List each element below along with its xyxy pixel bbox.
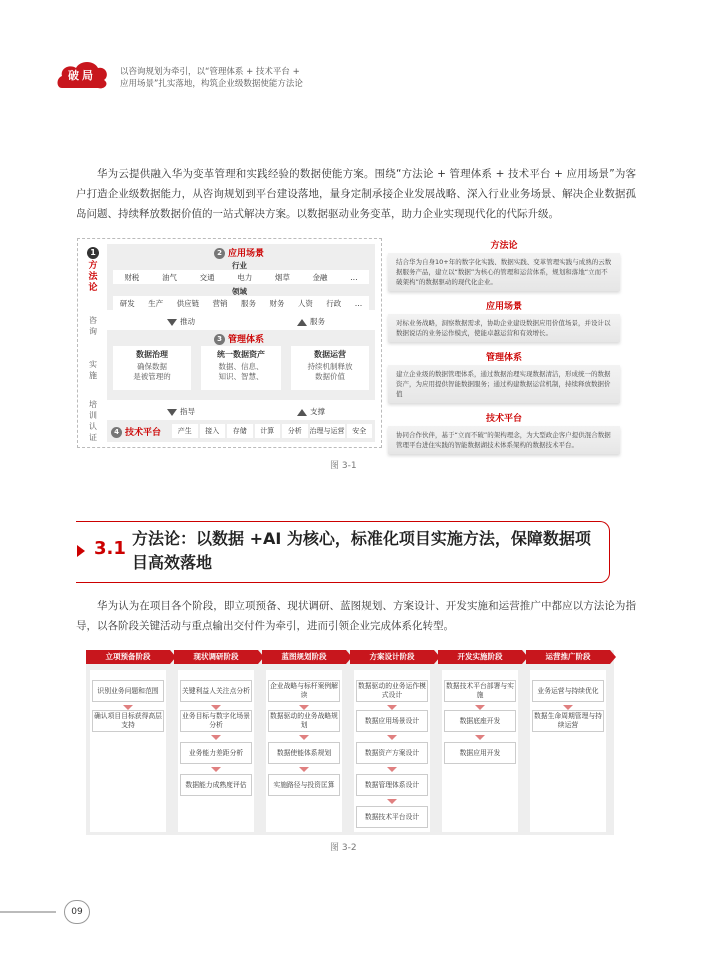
tech-item: 存储 <box>227 424 253 438</box>
phase-column <box>174 650 258 835</box>
arrow-row-top <box>107 314 375 328</box>
side-consult: 咨询 <box>89 316 97 336</box>
industry-item: 财税 <box>124 272 140 282</box>
domain-item: … <box>354 298 363 308</box>
tech-platform-title: 4 技术平台 <box>111 425 161 438</box>
industry-label: 行业 <box>232 261 247 270</box>
phase-step: 业务目标与数字化场景分析 <box>180 710 252 732</box>
right-list-body: 结合华为自身10+年的数字化实践、数据实践、变革管理实践与成熟的云数据服务产品，建立以“数据”为核心的管理和运营体系，规划和落地“立而不破架构”的数据驱动的现代化企业。 <box>388 253 620 291</box>
phase-column <box>438 650 522 835</box>
phase-header: 方案设计阶段 <box>350 650 434 664</box>
right-list-body: 对标业务战略，洞察数据需求，协助企业建设数据应用价值场景，并设计以数据说话的业务运作模式，使能卓越运营和有效增长。 <box>388 314 620 342</box>
badge-label: 破局 <box>68 69 96 82</box>
phase-step: 实施路径与投资匡算 <box>268 774 340 796</box>
domain-item: 研发 <box>119 298 135 308</box>
phase-step: 数据驱动的业务运作模式设计 <box>356 680 428 702</box>
phase-body <box>530 670 606 832</box>
chevron-down-icon <box>299 767 309 772</box>
intro-paragraph: 华为云提供融入华为变革管理和实践经验的数据使能方案。围绕“方法论 + 管理体系 + 技术平台 + 应用场景”为客户打造企业级数据能力，从咨询规划到平台建设落地，量身定制承接企业发展战略、深入行业业务场景、解决企业数据孤岛问题、持续释放数据价值的一站式解决方案。以数据驱动业务变革，助力企业实现现代化的代际升级。 <box>76 168 636 220</box>
footer-rule <box>0 911 56 913</box>
phase-step: 数据底座开发 <box>444 710 516 732</box>
mgmt-box-operation: 数据运营 持续机制释放 数据价值 <box>291 346 369 390</box>
phase-step: 数据管理体系设计 <box>356 774 428 796</box>
tech-item: 治理与运营 <box>310 424 345 438</box>
header-subtitle-line1: 以咨询规划为牵引，以“管理体系 + 技术平台 + <box>120 67 300 77</box>
serve-arrow: 服务 <box>297 316 325 327</box>
app-scenario-title: 2 应用场景 <box>214 246 264 259</box>
phase-step: 数据应用场景设计 <box>356 710 428 732</box>
mgmt-system-title: 3 管理体系 <box>214 332 264 345</box>
methodology-number: 1 <box>87 247 99 259</box>
domain-row <box>113 296 369 310</box>
phase-step: 数据技术平台部署与实施 <box>444 680 516 702</box>
industry-item: 交通 <box>199 272 215 282</box>
chevron-down-icon <box>211 767 221 772</box>
right-list-title: 管理体系 <box>485 353 522 363</box>
right-list-title: 方法论 <box>490 241 518 251</box>
header-subtitle-line2: 应用场景”扎实落地，构筑企业级数据使能方法论 <box>120 79 303 89</box>
tech-item: 安全 <box>347 424 373 438</box>
industry-item: … <box>350 272 358 282</box>
domain-item: 人资 <box>297 298 313 308</box>
phase-header: 运营推广阶段 <box>526 650 610 664</box>
domain-item: 营销 <box>212 298 228 308</box>
phase-body <box>178 670 254 832</box>
phase-column <box>526 650 610 835</box>
phase-step: 关键利益人关注点分析 <box>180 680 252 702</box>
right-list-title: 技术平台 <box>485 414 522 424</box>
header-badge <box>54 58 110 94</box>
mgmt-box-assets: 统一数据资产 数据、信息、 知识、智慧、 <box>201 346 281 390</box>
tech-item: 计算 <box>255 424 281 438</box>
phase-header: 现状调研阶段 <box>174 650 258 664</box>
chevron-down-icon <box>387 799 397 804</box>
phase-header: 蓝图规划阶段 <box>262 650 346 664</box>
industry-item: 金融 <box>312 272 328 282</box>
domain-item: 供应链 <box>176 298 200 308</box>
guide-arrow: 指导 <box>167 406 195 417</box>
phase-column <box>350 650 434 835</box>
arrow-row-bottom <box>107 404 375 418</box>
support-arrow: 支撑 <box>297 406 325 417</box>
chevron-down-icon <box>211 735 221 740</box>
chevron-down-icon <box>299 735 309 740</box>
phase-header: 开发实施阶段 <box>438 650 522 664</box>
section-number: 3.1 <box>94 538 126 559</box>
chevron-down-icon <box>475 735 485 740</box>
industry-row <box>113 270 369 284</box>
right-list-body: 建立企业级的数据管理体系，通过数据治理实现数据清洁，形成统一的数据资产，为应用提供智能数据服务；通过构建数据运营机制，持续释放数据价值 <box>388 365 620 403</box>
figure-3-1-caption: 图 3-1 <box>330 461 357 471</box>
figure-3-2-phases <box>86 650 614 835</box>
domain-item: 财务 <box>269 298 285 308</box>
phase-step: 数据应用开发 <box>444 742 516 764</box>
tech-platform-row <box>170 424 372 438</box>
header-subtitle <box>120 66 360 90</box>
side-training: 培训认证 <box>89 400 97 442</box>
phase-body <box>90 670 166 832</box>
phase-body <box>266 670 342 832</box>
domain-label: 领域 <box>232 287 247 296</box>
industry-item: 油气 <box>161 272 177 282</box>
domain-item: 行政 <box>326 298 342 308</box>
phase-step: 数据驱动的业务战略规划 <box>268 710 340 732</box>
phase-step: 数据使能体系规划 <box>268 742 340 764</box>
phase-step: 业务能力差距分析 <box>180 742 252 764</box>
methodology-side-label <box>84 247 102 294</box>
figure-3-2-caption: 图 3-2 <box>330 843 357 853</box>
phase-column <box>86 650 170 835</box>
phase-step: 数据能力成熟度评估 <box>180 774 252 796</box>
phase-step: 数据生命周期管理与持续运营 <box>532 710 604 732</box>
section-paragraph: 华为认为在项目各个阶段，即立项预备、现状调研、蓝图规划、方案设计、开发实施和运营推广中都应以方法论为指导，以各阶段关键活动与重点输出交付件为牵引，进而引领企业完成体系化转型。 <box>76 600 636 632</box>
industry-item: 电力 <box>237 272 253 282</box>
section-arrow-icon <box>77 545 85 557</box>
figure-3-1-right-list <box>388 236 620 462</box>
mgmt-box-governance: 数据治理 确保数据 是被管理的 <box>113 346 191 390</box>
phase-step: 确认项目目标获得高层支持 <box>92 710 164 732</box>
push-arrow: 推动 <box>167 316 195 327</box>
phase-step: 数据资产方案设计 <box>356 742 428 764</box>
phase-step: 识别业务问题和范围 <box>92 680 164 702</box>
right-list-body: 协同合作伙伴，基于“立而不破”的架构理念，为大型政企客户提供混合数据管理平台进住实践的智能数据湖技术体系架构的数据技术平台。 <box>388 426 620 454</box>
phase-body <box>354 670 430 832</box>
side-implement: 实施 <box>89 360 97 380</box>
phase-step: 企业战略与标杆案例解读 <box>268 680 340 702</box>
chevron-down-icon <box>387 767 397 772</box>
page-number: 09 <box>64 900 90 924</box>
section-title: 方法论：以数据 +AI 为核心，标准化项目实施方法，保障数据项目高效落地 <box>132 529 591 572</box>
phase-header: 立项预备阶段 <box>86 650 170 664</box>
chevron-down-icon <box>387 735 397 740</box>
right-list-title: 应用场景 <box>485 302 522 312</box>
phase-step: 业务运营与持续优化 <box>532 680 604 702</box>
tech-item: 接入 <box>200 424 226 438</box>
industry-item: 烟草 <box>274 272 290 282</box>
phase-step: 数据技术平台设计 <box>356 806 428 828</box>
domain-item: 生产 <box>148 298 164 308</box>
phase-column <box>262 650 346 835</box>
tech-item: 产生 <box>172 424 198 438</box>
phase-body <box>442 670 518 832</box>
tech-item: 分析 <box>282 424 308 438</box>
methodology-label: 方法论 <box>88 261 98 293</box>
domain-item: 服务 <box>240 298 256 308</box>
